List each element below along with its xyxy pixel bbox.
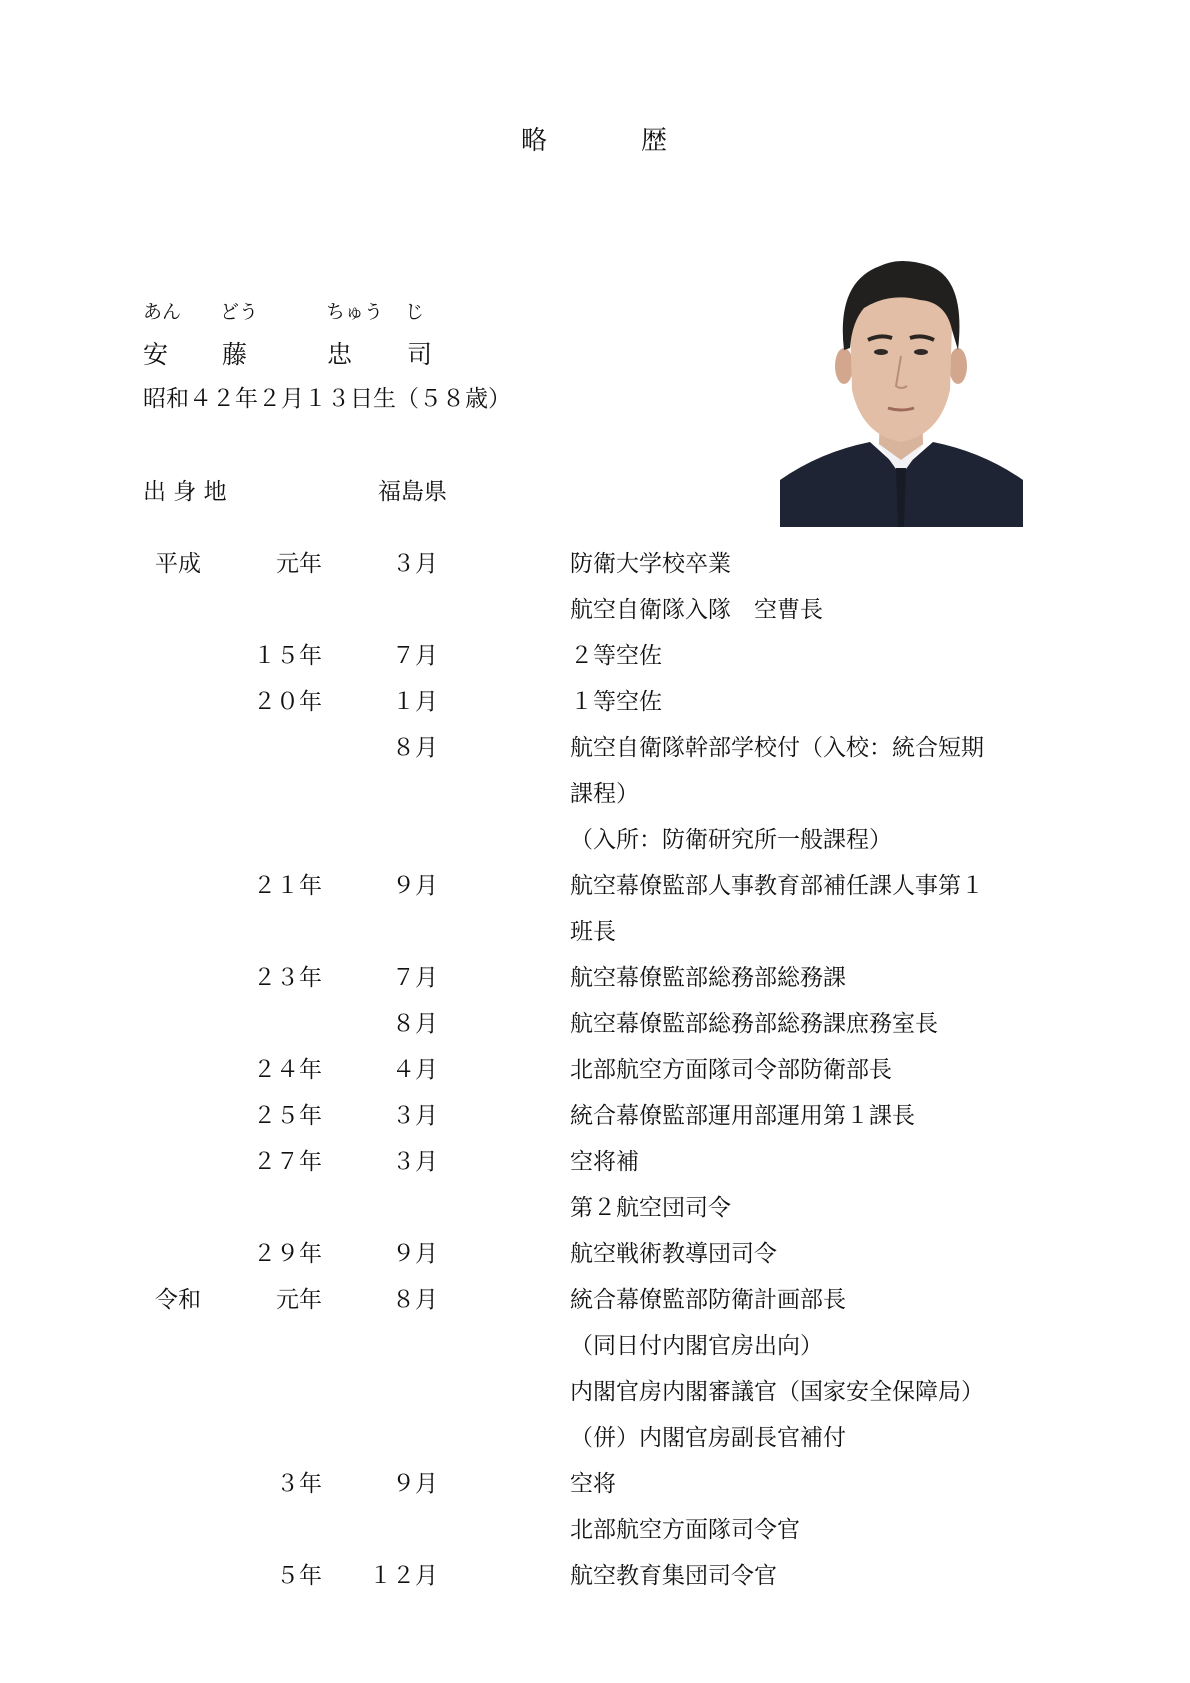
history-row xyxy=(0,867,1190,913)
name-char-3: 忠 xyxy=(327,340,353,369)
history-month: ４月 xyxy=(392,1057,438,1083)
history-row xyxy=(0,1097,1190,1143)
history-row xyxy=(0,683,1190,729)
name-char-4: 司 xyxy=(407,340,433,369)
history-year: ２０年 xyxy=(253,689,322,715)
name-char-1: 安 xyxy=(143,340,169,369)
history-event: 航空幕僚監部総務部総務課 xyxy=(570,965,846,991)
history-row xyxy=(0,1235,1190,1281)
history-year: 元年 xyxy=(276,1287,322,1313)
history-row xyxy=(0,1327,1190,1373)
history-row xyxy=(0,729,1190,775)
history-month: ８月 xyxy=(392,1011,438,1037)
history-year: ２３年 xyxy=(253,965,322,991)
name-reading-1: あん xyxy=(143,301,182,323)
history-event: 北部航空方面隊司令部防衛部長 xyxy=(570,1057,892,1083)
name-reading-4: じ xyxy=(405,301,425,323)
history-event: 班長 xyxy=(570,919,616,945)
history-event: 航空教育集団司令官 xyxy=(570,1563,777,1589)
history-event: 航空戦術教導団司令 xyxy=(570,1241,777,1267)
name-reading-3: ちゅう xyxy=(326,301,384,323)
history-year: ２５年 xyxy=(253,1103,322,1129)
history-year: ２４年 xyxy=(253,1057,322,1083)
history-era: 令和 xyxy=(155,1287,201,1313)
history-event: 空将 xyxy=(570,1471,616,1497)
history-month: ３月 xyxy=(392,1103,438,1129)
history-event: ２等空佐 xyxy=(570,643,662,669)
history-row xyxy=(0,637,1190,683)
history-month: １２月 xyxy=(369,1563,438,1589)
history-event: （併）内閣官房副長官補付 xyxy=(570,1425,846,1451)
history-row xyxy=(0,1051,1190,1097)
history-event: 航空幕僚監部人事教育部補任課人事第１ xyxy=(570,873,984,899)
history-row xyxy=(0,1419,1190,1465)
history-month: ８月 xyxy=(392,1287,438,1313)
history-month: ８月 xyxy=(392,735,438,761)
history-month: ９月 xyxy=(392,1241,438,1267)
history-row xyxy=(0,1143,1190,1189)
portrait-photo xyxy=(780,230,1023,527)
history-event: １等空佐 xyxy=(570,689,662,715)
history-event: 統合幕僚監部防衛計画部長 xyxy=(570,1287,846,1313)
history-year: ５年 xyxy=(276,1563,322,1589)
history-month: ７月 xyxy=(392,643,438,669)
history-row xyxy=(0,1465,1190,1511)
history-event: 航空自衛隊入隊 空曹長 xyxy=(570,597,823,623)
history-month: ３月 xyxy=(392,1149,438,1175)
history-month: １月 xyxy=(392,689,438,715)
history-event: 第２航空団司令 xyxy=(570,1195,731,1221)
history-year: ２１年 xyxy=(253,873,322,899)
history-event: （同日付内閣官房出向） xyxy=(570,1333,823,1359)
history-month: ９月 xyxy=(392,873,438,899)
history-event: 北部航空方面隊司令官 xyxy=(570,1517,800,1543)
history-year: ２９年 xyxy=(253,1241,322,1267)
history-row xyxy=(0,1373,1190,1419)
history-month: ９月 xyxy=(392,1471,438,1497)
birth-date: 昭和４２年２月１３日生（５８歳） xyxy=(143,386,511,412)
history-row xyxy=(0,913,1190,959)
history-year: 元年 xyxy=(276,551,322,577)
history-event: 航空自衛隊幹部学校付（入校：統合短期 xyxy=(570,735,984,761)
history-row xyxy=(0,591,1190,637)
history-row xyxy=(0,1557,1190,1603)
history-row xyxy=(0,775,1190,821)
history-event: 防衛大学校卒業 xyxy=(570,551,731,577)
history-month: ３月 xyxy=(392,551,438,577)
history-row xyxy=(0,1005,1190,1051)
page-title-char-1: 略 xyxy=(521,126,548,156)
history-event: 航空幕僚監部総務部総務課庶務室長 xyxy=(570,1011,938,1037)
history-row xyxy=(0,959,1190,1005)
history-event: 空将補 xyxy=(570,1149,639,1175)
history-year: ３年 xyxy=(276,1471,322,1497)
history-event: 課程） xyxy=(570,781,639,807)
page-title-char-2: 歴 xyxy=(641,126,668,156)
history-row xyxy=(0,821,1190,867)
history-row xyxy=(0,1189,1190,1235)
origin-label: 出 身 地 xyxy=(143,479,227,505)
history-event: （入所：防衛研究所一般課程） xyxy=(570,827,892,853)
history-event: 統合幕僚監部運用部運用第１課長 xyxy=(570,1103,915,1129)
history-year: １５年 xyxy=(253,643,322,669)
history-month: ７月 xyxy=(392,965,438,991)
history-row xyxy=(0,1281,1190,1327)
name-char-2: 藤 xyxy=(222,340,248,369)
history-row xyxy=(0,1511,1190,1557)
history-row xyxy=(0,545,1190,591)
history-event: 内閣官房内閣審議官（国家安全保障局） xyxy=(570,1379,984,1405)
history-year: ２７年 xyxy=(253,1149,322,1175)
origin-value: 福島県 xyxy=(378,479,447,505)
name-reading-2: どう xyxy=(220,301,259,323)
history-era: 平成 xyxy=(155,551,201,577)
